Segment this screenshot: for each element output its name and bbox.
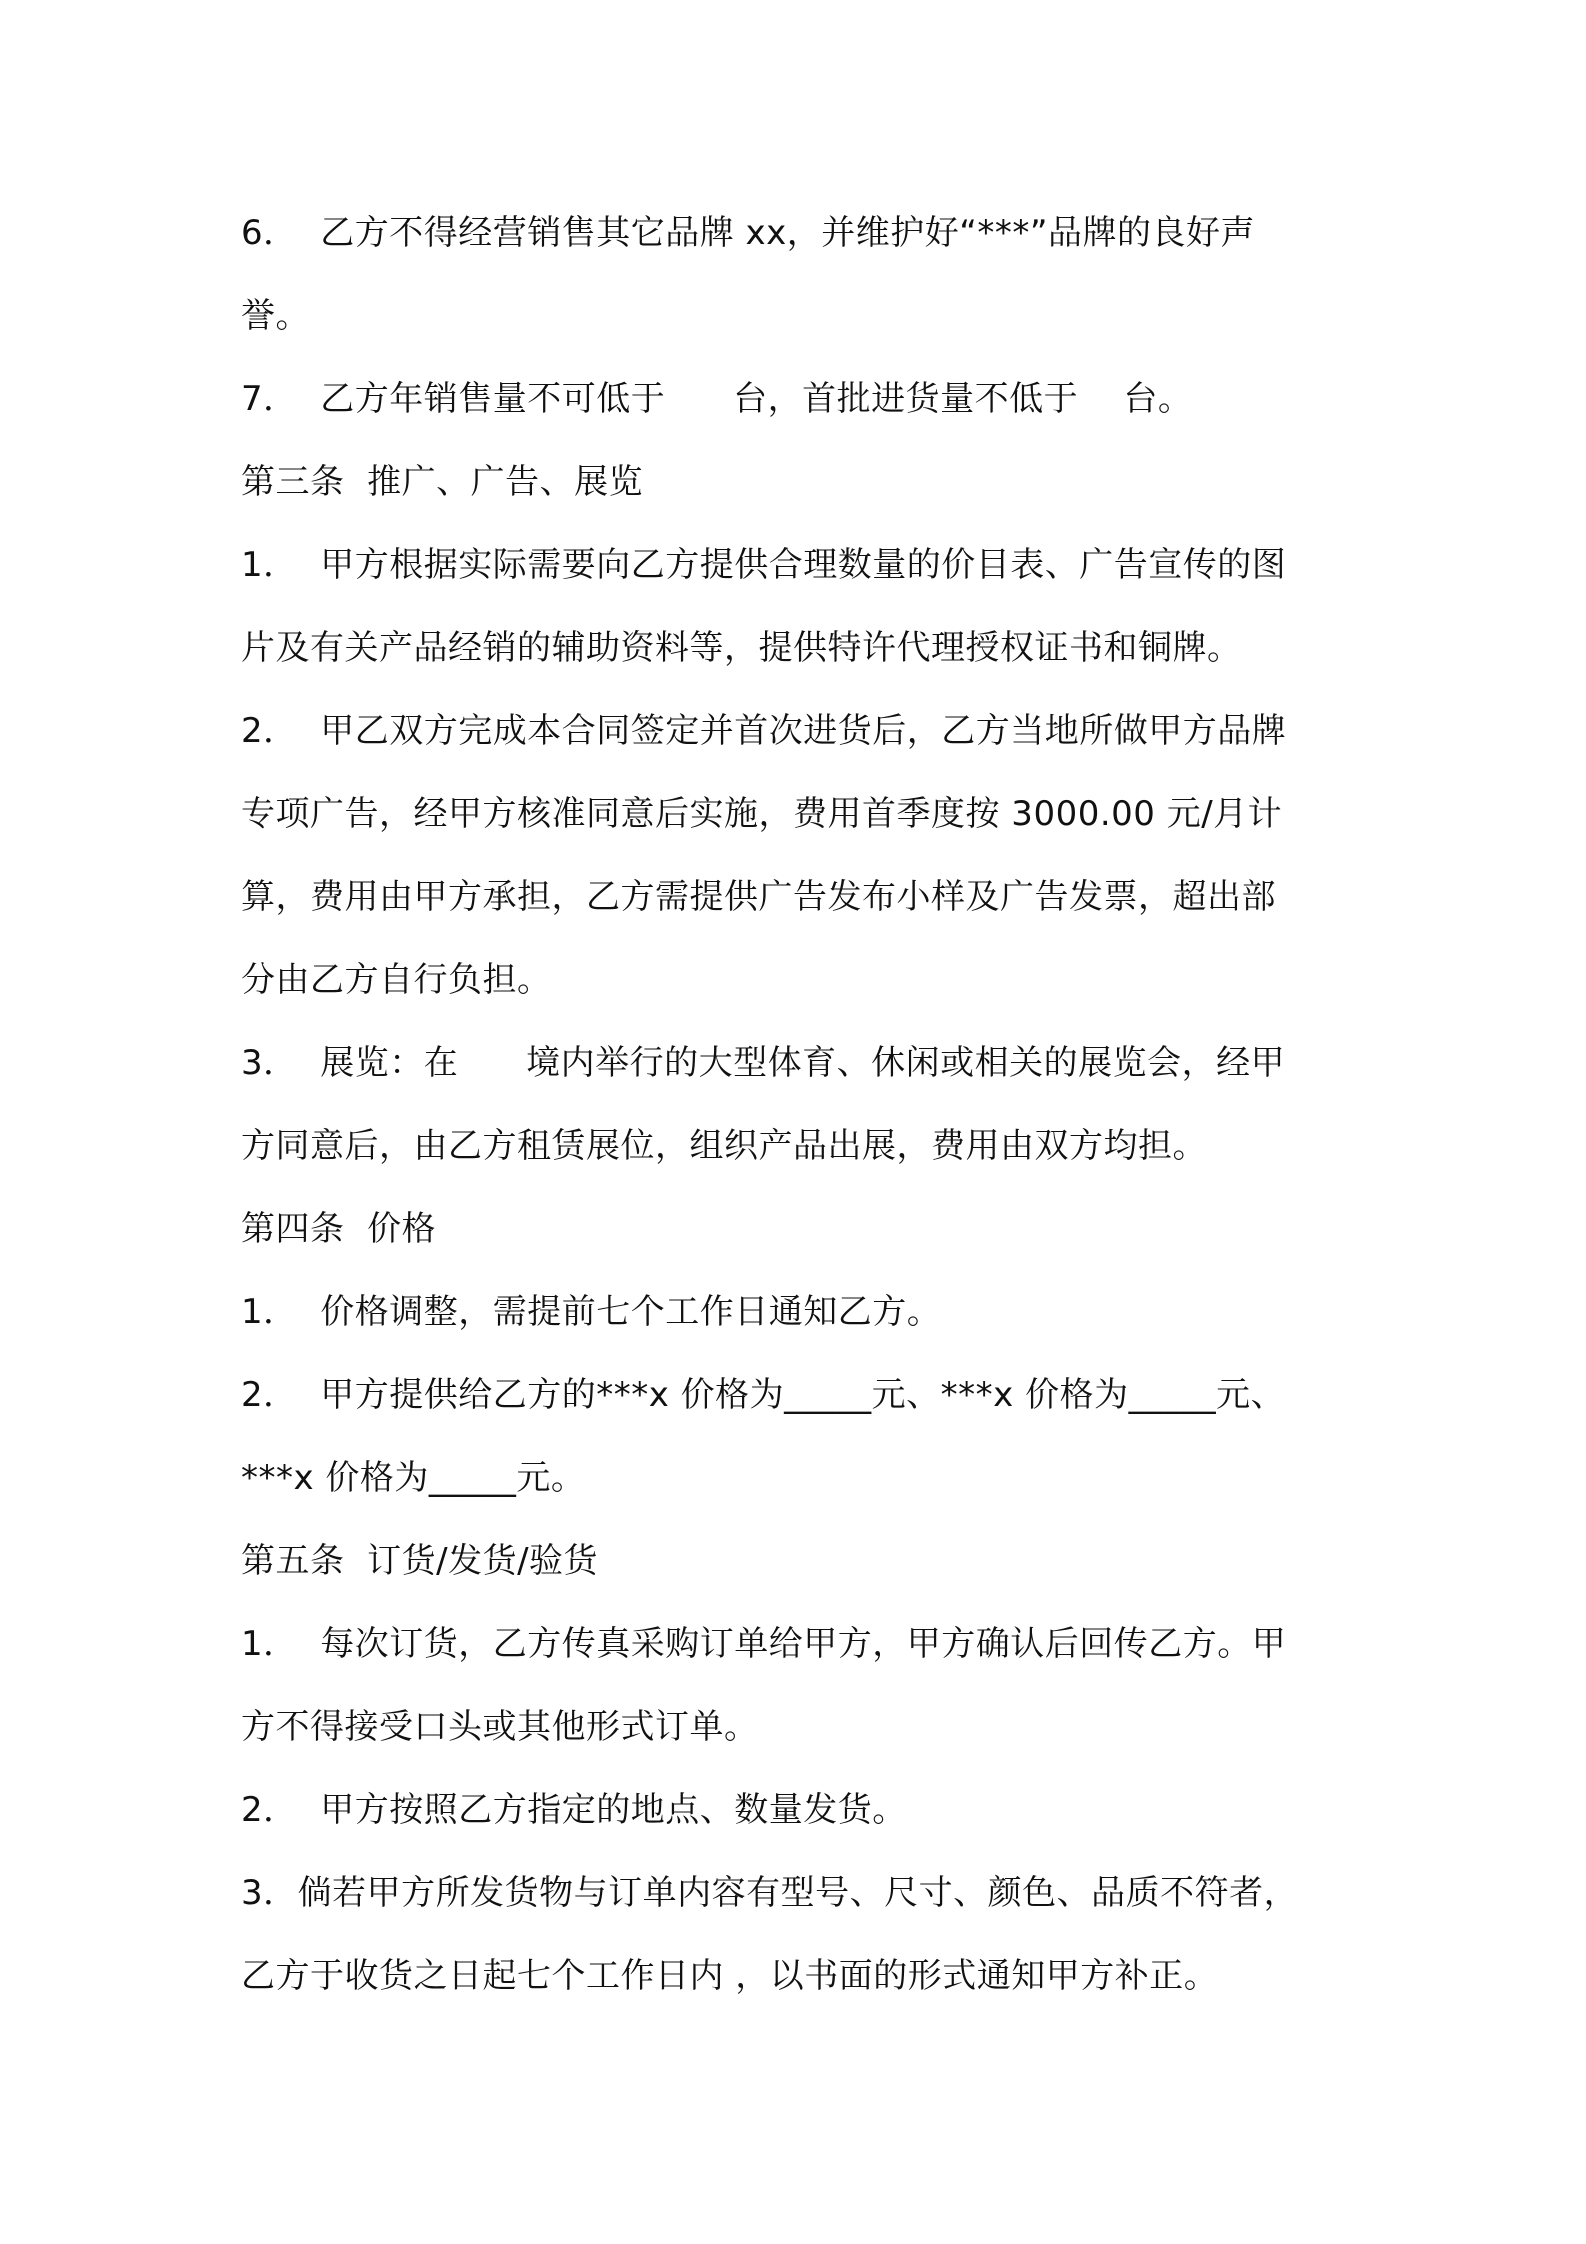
article-5-item-3-line-2: 乙方于收货之日起七个工作日内 ，以书面的形式通知甲方补正。 [241,1956,1219,1996]
article-3-item-2-line-4: 分由乙方自行负担。 [241,960,552,1000]
article-3-item-1-line-2: 片及有关产品经销的辅助资料等，提供特许代理授权证书和铜牌。 [241,628,1242,668]
article-3-item-2-line-2: 专项广告，经甲方核准同意后实施，费用首季度按 3000.00 元/月计 [241,794,1283,834]
clause-6-line-2: 誉。 [241,296,310,336]
article-4-item-1: 1． 价格调整，需提前七个工作日通知乙方。 [241,1292,942,1332]
article-3-item-1-line-1: 1． 甲方根据实际需要向乙方提供合理数量的价目表、广告宣传的图 [241,545,1287,585]
article-3-heading: 第三条 推广、广告、展览 [241,462,644,502]
document-body [241,192,1353,2018]
article-4-heading: 第四条 价格 [241,1209,437,1249]
clause-6-line-1: 6． 乙方不得经营销售其它品牌 xx，并维护好“***”品牌的良好声 [241,213,1256,253]
article-3-item-3-line-2: 方同意后，由乙方租赁展位，组织产品出展，费用由双方均担。 [241,1126,1207,1166]
article-4-item-2-line-2: ***x 价格为_____元。 [241,1458,586,1498]
article-5-item-3-line-1: 3．倘若甲方所发货物与订单内容有型号、尺寸、颜色、品质不符者， [241,1873,1299,1913]
clause-7: 7． 乙方年销售量不可低于 台，首批进货量不低于 台。 [241,379,1193,419]
article-4-item-2-line-1: 2． 甲方提供给乙方的***x 价格为_____元、***x 价格为_____元、 [241,1375,1286,1415]
article-5-item-1-line-2: 方不得接受口头或其他形式订单。 [241,1707,759,1747]
article-3-item-3-line-1: 3． 展览：在 境内举行的大型体育、休闲或相关的展览会，经甲 [241,1043,1286,1083]
article-3-item-2-line-1: 2． 甲乙双方完成本合同签定并首次进货后，乙方当地所做甲方品牌 [241,711,1287,751]
article-3-item-2-line-3: 算，费用由甲方承担，乙方需提供广告发布小样及广告发票，超出部 [241,877,1276,917]
article-5-item-1-line-1: 1． 每次订货，乙方传真采购订单给甲方，甲方确认后回传乙方。甲 [241,1624,1287,1664]
article-5-heading: 第五条 订货/发货/验货 [241,1541,599,1581]
article-5-item-2: 2． 甲方按照乙方指定的地点、数量发货。 [241,1790,907,1830]
